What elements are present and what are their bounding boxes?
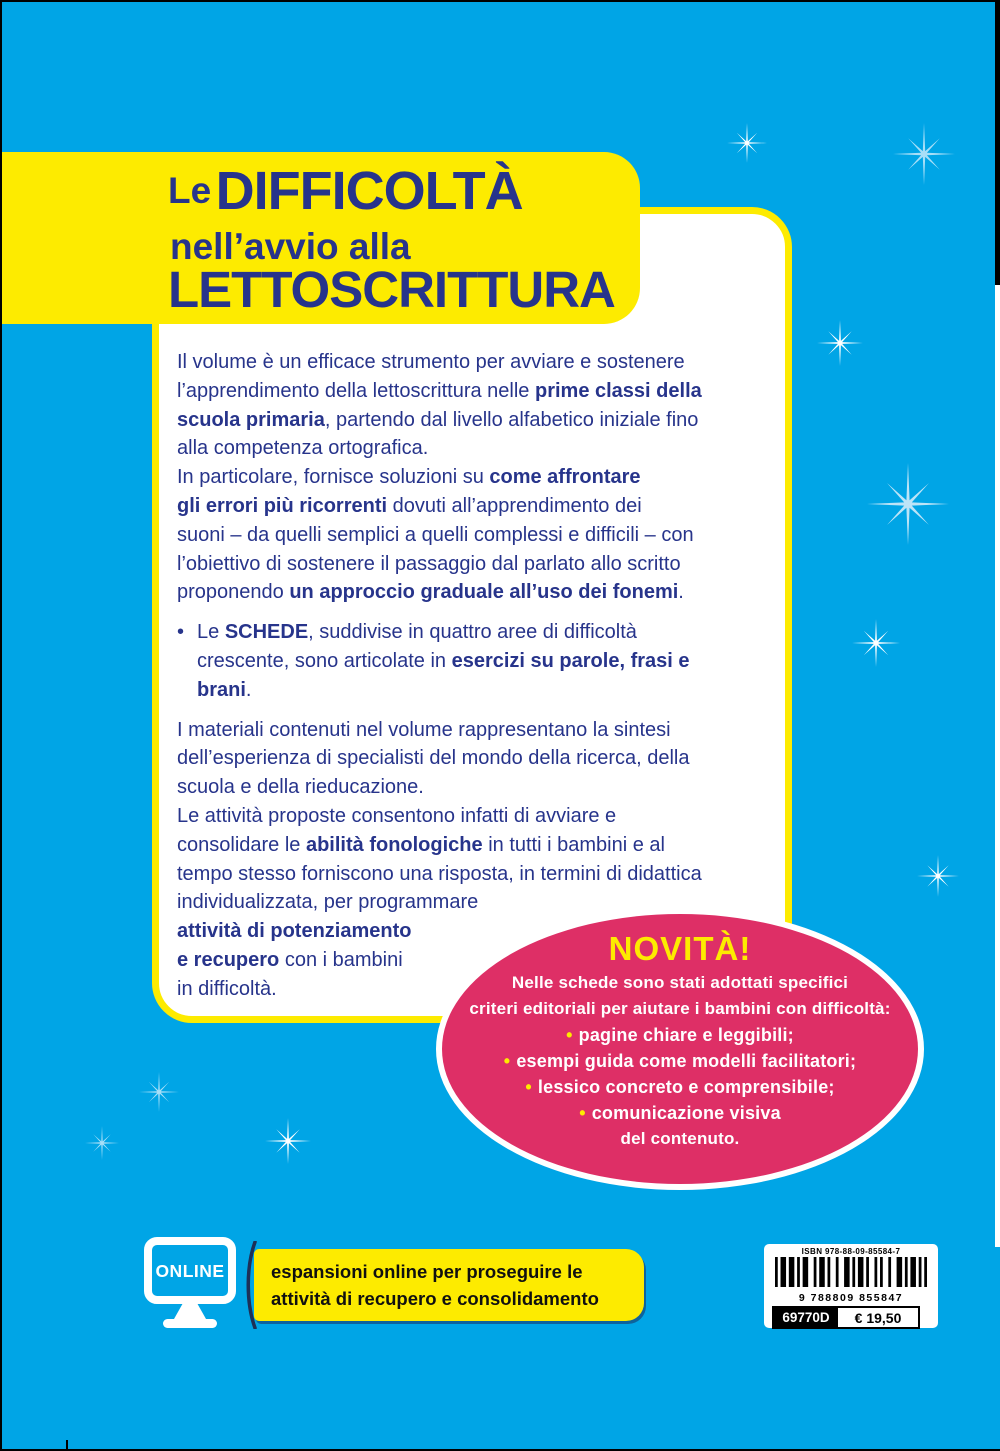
- novita-line: • esempi guida come modelli facilitatori;: [503, 1051, 857, 1071]
- product-code-badge: 69770D: [774, 1308, 838, 1327]
- title-line-1: DIFFICOLTÀ: [215, 161, 523, 221]
- novita-lines: [442, 970, 918, 1152]
- scan-edge-black: [995, 2, 1000, 285]
- novita-line: del contenuto.: [620, 1129, 740, 1148]
- novita-line: criteri editoriali per aiutare i bambini con difficoltà:: [469, 999, 891, 1018]
- page-title: [168, 161, 523, 221]
- online-monitor-icon: [142, 1236, 238, 1331]
- ribbon-curl-icon: [244, 1241, 258, 1329]
- description: [177, 348, 777, 1004]
- scan-mark: [66, 1440, 68, 1449]
- description-line: tempo stesso forniscono una risposta, in termini di didattica: [177, 862, 702, 885]
- novita-oval: [436, 908, 924, 1190]
- description-line: proponendo un approccio graduale all’uso dei fonemi.: [177, 581, 684, 604]
- novita-line: • comunicazione visiva: [579, 1103, 781, 1123]
- description-line: In particolare, fornisce soluzioni su come affrontare: [177, 466, 641, 489]
- description-line: in difficoltà.: [177, 977, 277, 1000]
- description-line: gli errori più ricorrenti dovuti all’apprendimento dei: [177, 494, 642, 517]
- description-line: alla competenza ortografica.: [177, 437, 429, 460]
- title-line-2: nell’avvio alla: [170, 226, 411, 267]
- ribbon-line-1: espansioni online per proseguire le: [271, 1261, 583, 1282]
- isbn-text: ISBN 978-88-09-85584-7: [801, 1247, 901, 1256]
- sparkle-icon: [917, 855, 959, 897]
- novita-line: • pagine chiare e leggibili;: [566, 1025, 794, 1045]
- description-line: scuola e della rieducazione.: [177, 776, 424, 799]
- novita-line: Nelle schede sono stati adottati specifici: [511, 973, 849, 992]
- description-line: l’obiettivo di sostenere il passaggio dal parlato allo scritto: [177, 552, 681, 575]
- sparkle-icon: [727, 123, 767, 163]
- sparkle-icon: [817, 320, 863, 366]
- description-line: brani.: [197, 678, 252, 701]
- sparkle-icon: [867, 463, 949, 545]
- description-line: Il volume è un efficace strumento per avviare e sostenere: [177, 351, 685, 373]
- sparkle-icon: [139, 1072, 179, 1112]
- sparkle-icon: [852, 619, 900, 667]
- description-line: crescente, sono articolate in esercizi su parole, frasi e: [197, 649, 690, 672]
- online-ribbon: [254, 1249, 644, 1321]
- description-panel: [152, 207, 792, 1023]
- description-line: scuola primaria, partendo dal livello alfabetico iniziale fino: [177, 408, 699, 431]
- ribbon-line-2: attività di recupero e consolidamento: [271, 1288, 599, 1309]
- sparkle-icon: [893, 123, 955, 185]
- title-prefix: Le: [168, 170, 212, 211]
- description-line: I materiali contenuti nel volume rappresentano la sintesi: [177, 718, 671, 741]
- novita-line: • lessico concreto e comprensibile;: [525, 1077, 835, 1097]
- description-line: attività di potenziamento: [177, 920, 412, 943]
- barcode-bars: [775, 1257, 927, 1287]
- description-line: Le attività proposte consentono infatti di avviare e: [177, 804, 617, 827]
- description-line: • Le SCHEDE, suddivise in quattro aree di difficoltà: [177, 621, 637, 644]
- price-badge: € 19,50: [838, 1308, 918, 1327]
- description-line: consolidare le abilità fonologiche in tutti i bambini e al: [177, 833, 665, 856]
- sparkle-icon: [85, 1126, 119, 1160]
- title-band: [2, 152, 640, 324]
- price-row: [772, 1306, 920, 1329]
- description-line: e recupero con i bambini: [177, 948, 403, 971]
- sparkle-icon: [265, 1118, 311, 1164]
- barcode-number: 9 788809 855847: [798, 1292, 904, 1304]
- title-line-3: LETTOSCRITTURA: [168, 261, 615, 318]
- description-line: individualizzata, per programmare: [177, 891, 479, 914]
- description-line: dell’esperienza di specialisti del mondo della ricerca, della: [177, 747, 690, 770]
- scan-edge-white: [995, 285, 1000, 1247]
- online-label: ONLINE: [155, 1261, 225, 1281]
- description-line: suoni – da quelli semplici a quelli complessi e difficili – con: [177, 523, 694, 546]
- novita-heading: NOVITÀ!: [608, 930, 752, 967]
- description-line: l’apprendimento della lettoscrittura nelle prime classi della: [177, 379, 702, 402]
- barcode-panel: [764, 1244, 938, 1328]
